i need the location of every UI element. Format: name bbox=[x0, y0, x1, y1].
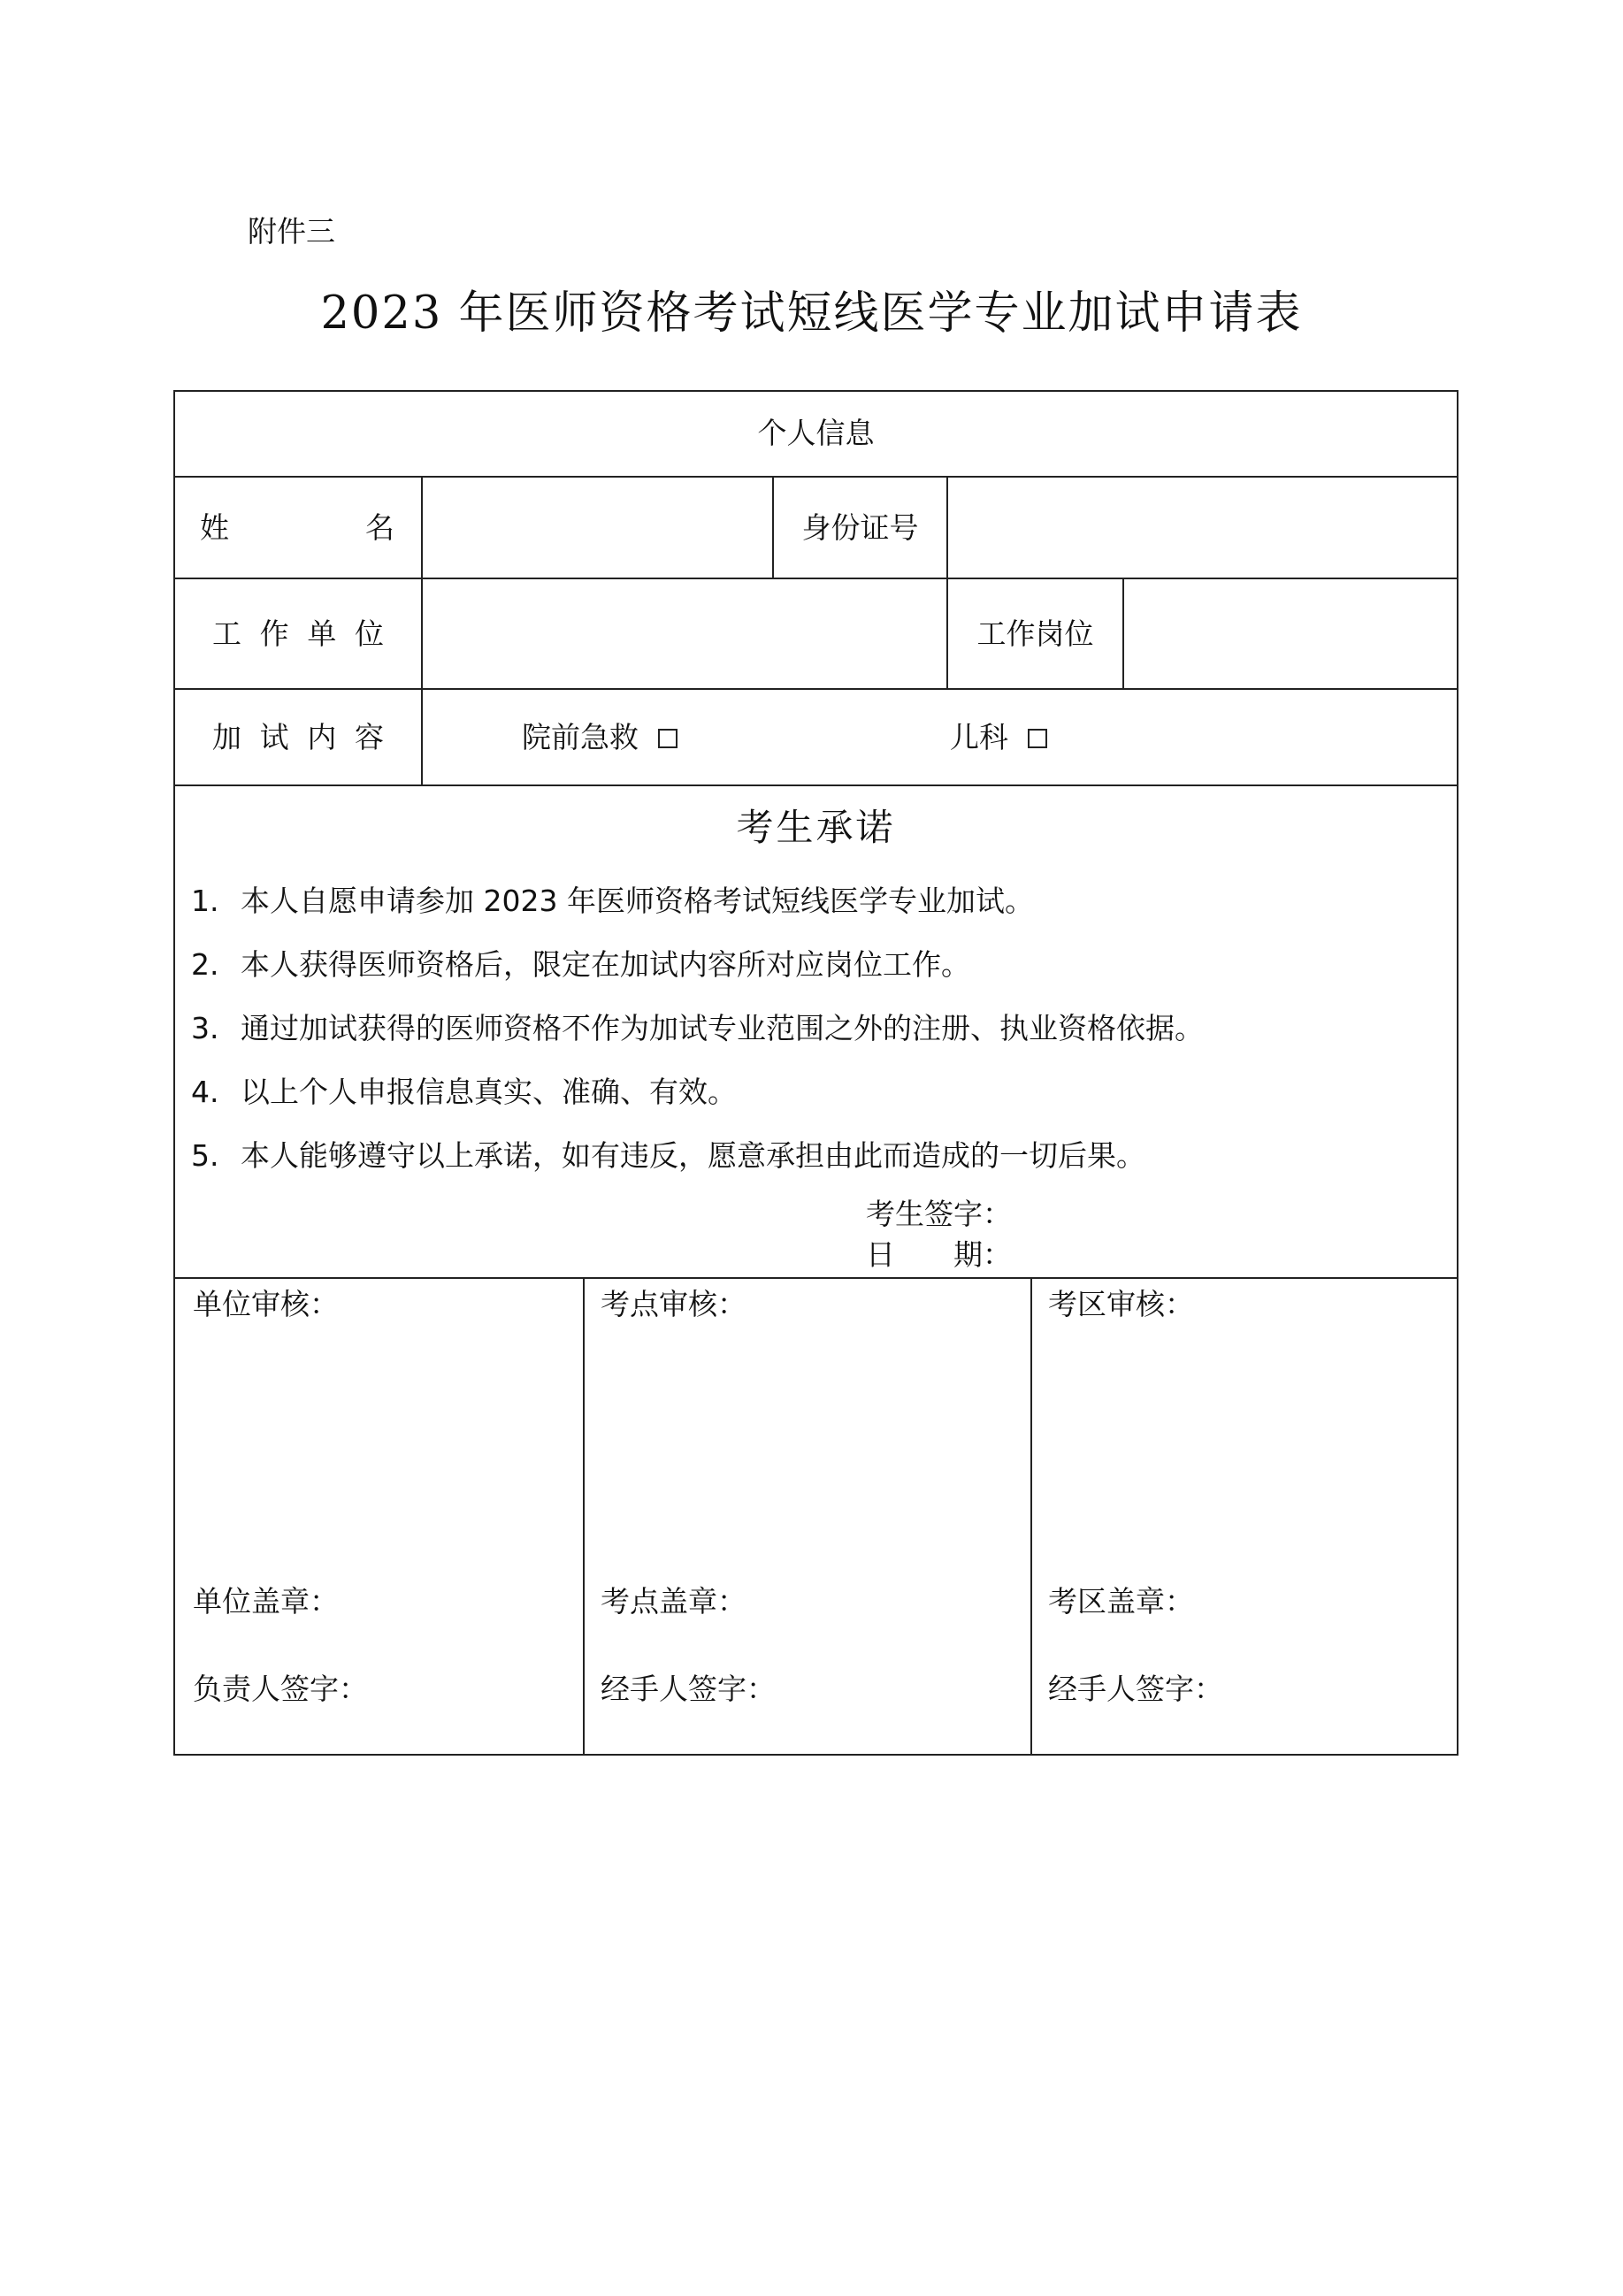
exam-district-seal-label: 考区盖章： bbox=[1048, 1584, 1194, 1619]
column-divider bbox=[1030, 1277, 1032, 1756]
workplace-label: 工 作 单 位 bbox=[212, 616, 384, 651]
column-divider bbox=[583, 1277, 585, 1756]
exam-district-handler-signature-label: 经手人签字： bbox=[1048, 1672, 1223, 1706]
name-label: 姓 名 bbox=[200, 510, 394, 545]
unit-responsible-signature-label: 负责人签字： bbox=[193, 1672, 368, 1706]
workplace-field[interactable] bbox=[425, 581, 945, 686]
application-form bbox=[173, 390, 1458, 1756]
option-pediatrics[interactable]: 儿科 bbox=[950, 723, 1047, 752]
row-divider bbox=[173, 688, 1458, 690]
commitment-item: 3. 通过加试获得的医师资格不作为加试专业范围之外的注册、执业资格依据。 bbox=[191, 1011, 1204, 1045]
commitment-item: 5. 本人能够遵守以上承诺，如有违反，愿意承担由此而造成的一切后果。 bbox=[191, 1138, 1145, 1173]
exam-site-review-label: 考点审核： bbox=[601, 1287, 746, 1321]
candidate-signature-label: 考生签字： bbox=[866, 1197, 1012, 1231]
unit-seal-label: 单位盖章： bbox=[193, 1584, 339, 1619]
checkbox-icon[interactable] bbox=[1028, 729, 1047, 748]
exam-site-seal-label: 考点盖章： bbox=[601, 1584, 746, 1619]
commitment-item: 4. 以上个人申报信息真实、准确、有效。 bbox=[191, 1075, 737, 1109]
column-divider bbox=[421, 476, 423, 784]
personal-info-header: 个人信息 bbox=[757, 416, 875, 450]
form-title: 2023 年医师资格考试短线医学专业加试申请表 bbox=[320, 287, 1303, 340]
column-divider bbox=[1122, 578, 1124, 688]
row-divider bbox=[173, 476, 1458, 478]
date-label: 日 期： bbox=[866, 1237, 1012, 1272]
exam-site-handler-signature-label: 经手人签字： bbox=[601, 1672, 776, 1706]
exam-content-label: 加 试 内 容 bbox=[212, 720, 384, 754]
checkbox-icon[interactable] bbox=[658, 729, 678, 748]
commitment-header: 考生承诺 bbox=[736, 806, 896, 849]
attachment-label: 附件三 bbox=[248, 214, 335, 249]
id-number-label: 身份证号 bbox=[801, 510, 919, 545]
exam-district-review-label: 考区审核： bbox=[1048, 1287, 1194, 1321]
id-number-field[interactable] bbox=[950, 479, 1457, 576]
row-divider bbox=[173, 784, 1458, 786]
commitment-item: 1. 本人自愿申请参加 2023 年医师资格考试短线医学专业加试。 bbox=[191, 884, 1034, 918]
row-divider bbox=[173, 578, 1458, 579]
option-prehospital-emergency[interactable]: 院前急救 bbox=[522, 723, 678, 752]
commitment-item: 2. 本人获得医师资格后，限定在加试内容所对应岗位工作。 bbox=[191, 947, 970, 982]
position-field[interactable] bbox=[1126, 581, 1457, 686]
column-divider bbox=[946, 476, 948, 688]
unit-review-label: 单位审核： bbox=[193, 1287, 339, 1321]
name-field[interactable] bbox=[425, 479, 770, 576]
row-divider bbox=[173, 1277, 1458, 1279]
position-label: 工作岗位 bbox=[976, 616, 1094, 651]
